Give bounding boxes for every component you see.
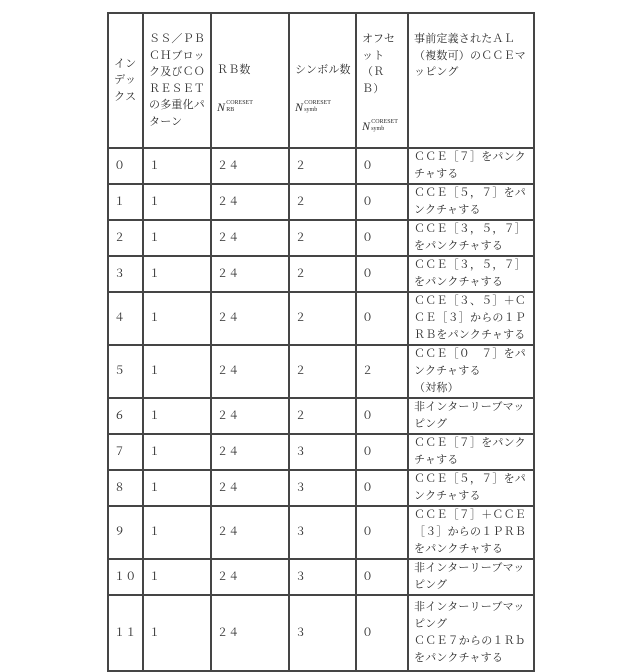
cell-pattern: １ (143, 470, 211, 506)
cell-symb: ２ (289, 220, 356, 256)
cell-pattern: １ (143, 292, 211, 345)
cell-rb: ２４ (211, 559, 289, 595)
formula-base: N (217, 99, 226, 114)
table-row (108, 184, 534, 220)
cell-rb: ２４ (211, 184, 289, 220)
cell-symb: ３ (289, 559, 356, 595)
table-row (108, 220, 534, 256)
cell-offset: ２ (356, 345, 408, 398)
cell-index: ２ (108, 220, 143, 256)
cell-pattern: １ (143, 595, 211, 671)
cell-rb: ２４ (211, 595, 289, 671)
cell-cce: ＣＣＥ［５，７］をパ ンクチャする (408, 470, 534, 506)
header-rb-label: ＲＢ数 (217, 63, 251, 76)
cell-rb: ２４ (211, 434, 289, 470)
header-multiplexing-pattern (143, 13, 211, 148)
cell-rb: ２４ (211, 220, 289, 256)
offset-formula (362, 119, 398, 132)
cell-offset: ０ (356, 220, 408, 256)
formula-superscript: CORESET (226, 100, 253, 106)
coreset-configuration-table (107, 12, 535, 672)
cell-cce: ＣＣＥ［５，７］をパ ンクチャする (408, 184, 534, 220)
header-row (108, 13, 534, 148)
cell-cce: ＣＣＥ［０ ７］をパ ンクチャする （対称） (408, 345, 534, 398)
cell-pattern: １ (143, 506, 211, 559)
cell-pattern: １ (143, 398, 211, 434)
cell-cce: 非インターリーブマッ ピング ＣＣＥ７からの１Ｒｂ をパンクチャする (408, 595, 534, 671)
header-cce-mapping (408, 13, 534, 148)
cell-symb: ２ (289, 292, 356, 345)
cell-offset: ０ (356, 398, 408, 434)
table-row (108, 595, 534, 671)
cell-symb: ２ (289, 398, 356, 434)
cell-offset: ０ (356, 148, 408, 184)
cell-symb: ３ (289, 506, 356, 559)
cell-rb: ２４ (211, 470, 289, 506)
cell-pattern: １ (143, 220, 211, 256)
cell-cce: 非インターリーブマッ ピング (408, 398, 534, 434)
cell-symb: ３ (289, 595, 356, 671)
table-row (108, 559, 534, 595)
cell-symb: ２ (289, 184, 356, 220)
cell-offset: ０ (356, 506, 408, 559)
cell-index: ５ (108, 345, 143, 398)
cell-cce: ＣＣＥ［７］＋ＣＣＥ ［３］からの１ＰＲＢ をパンクチャする (408, 506, 534, 559)
cell-index: ７ (108, 434, 143, 470)
cell-rb: ２４ (211, 398, 289, 434)
table-row (108, 398, 534, 434)
header-pattern-label: ＳＳ／ＰＢ ＣＨブロッ ク及びＣＯ ＲＥＳＥＴ の多重化パ ターン (149, 33, 205, 128)
cell-offset: ０ (356, 595, 408, 671)
cell-offset: ０ (356, 256, 408, 292)
cell-index: ４ (108, 292, 143, 345)
cell-cce: ＣＣＥ［７］をパンク チャする (408, 434, 534, 470)
header-index (108, 13, 143, 148)
header-rb-count (211, 13, 289, 148)
cell-pattern: １ (143, 148, 211, 184)
cell-symb: ２ (289, 148, 356, 184)
cell-index: １１ (108, 595, 143, 671)
rb-count-formula (217, 100, 253, 113)
cell-pattern: １ (143, 434, 211, 470)
cell-offset: ０ (356, 559, 408, 595)
cell-pattern: １ (143, 256, 211, 292)
header-symbol-count (289, 13, 356, 148)
cell-rb: ２４ (211, 148, 289, 184)
cell-cce: 非インターリーブマッ ピング (408, 559, 534, 595)
cell-pattern: １ (143, 559, 211, 595)
cell-cce: ＣＣＥ［３，５，７］ をパンクチャする (408, 256, 534, 292)
formula-base: N (295, 99, 304, 114)
table-header (108, 13, 534, 148)
formula-subscript: RB (226, 106, 235, 113)
table-row (108, 434, 534, 470)
table-body (108, 148, 534, 671)
cell-cce: ＣＣＥ［７］をパンク チャする (408, 148, 534, 184)
cell-symb: ２ (289, 345, 356, 398)
cell-symb: ３ (289, 434, 356, 470)
header-cce-label: 事前定義されたＡＬ （複数可）のＣＣＥマ ッピング (414, 33, 526, 78)
cell-symb: ２ (289, 256, 356, 292)
header-symbol-label: シンボル数 (295, 63, 351, 76)
cell-index: ０ (108, 148, 143, 184)
header-index-label: イン デッ クス (114, 57, 137, 103)
formula-superscript: CORESET (371, 119, 398, 125)
cell-index: ３ (108, 256, 143, 292)
header-offset-label: オフセ ット （Ｒ Ｂ） (362, 33, 396, 95)
table-row (108, 345, 534, 398)
cell-rb: ２４ (211, 256, 289, 292)
cell-offset: ０ (356, 470, 408, 506)
cell-cce: ＣＣＥ［３、５］＋Ｃ ＣＥ［３］からの１Ｐ ＲＢをパンクチャする (408, 292, 534, 345)
formula-superscript: CORESET (304, 100, 331, 106)
formula-subscript: symb (371, 125, 385, 132)
cell-offset: ０ (356, 434, 408, 470)
cell-offset: ０ (356, 292, 408, 345)
cell-rb: ２４ (211, 345, 289, 398)
cell-cce: ＣＣＥ［３，５，７］ をパンクチャする (408, 220, 534, 256)
table-row (108, 148, 534, 184)
table-row (108, 470, 534, 506)
cell-index: １０ (108, 559, 143, 595)
formula-base: N (362, 118, 371, 133)
table-row (108, 506, 534, 559)
cell-rb: ２４ (211, 506, 289, 559)
symbol-count-formula (295, 100, 331, 113)
cell-rb: ２４ (211, 292, 289, 345)
cell-index: ９ (108, 506, 143, 559)
table-row (108, 292, 534, 345)
cell-pattern: １ (143, 184, 211, 220)
cell-offset: ０ (356, 184, 408, 220)
cell-index: １ (108, 184, 143, 220)
table-row (108, 256, 534, 292)
cell-index: ８ (108, 470, 143, 506)
cell-pattern: １ (143, 345, 211, 398)
cell-index: ６ (108, 398, 143, 434)
cell-symb: ３ (289, 470, 356, 506)
header-offset (356, 13, 408, 148)
formula-subscript: symb (304, 106, 318, 113)
